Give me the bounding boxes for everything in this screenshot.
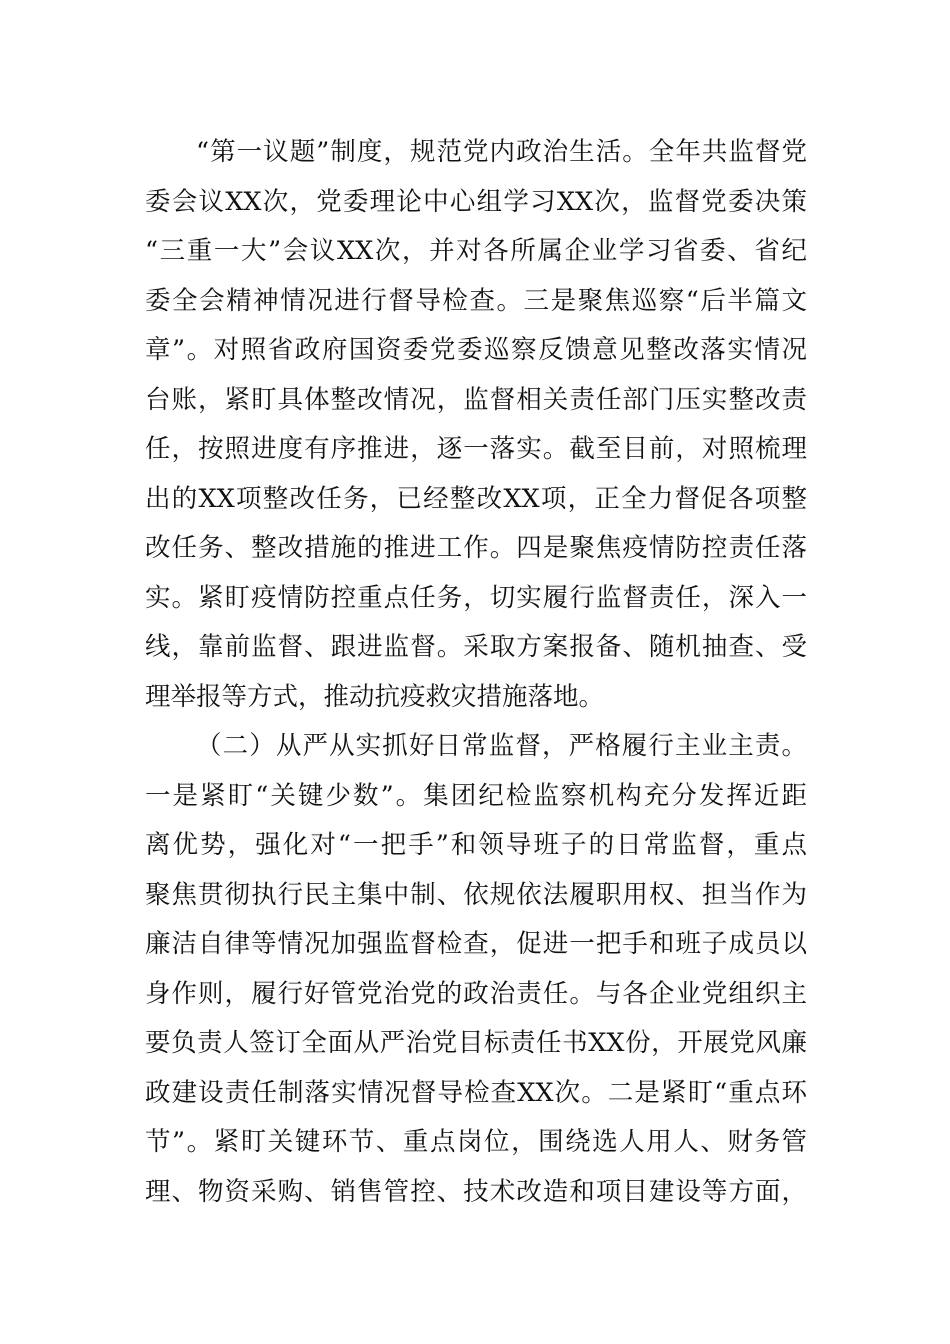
paragraph-line: “三重一大”会议XX次，并对各所属企业学习省委、省纪 <box>145 236 807 266</box>
paragraph-line: 章”。对照省政府国资委党委巡察反馈意见整改落实情况 <box>145 335 807 365</box>
paragraph-line: 政建设责任制落实情况督导检查XX次。二是紧盯“重点环 <box>145 1077 807 1108</box>
paragraph-line: 离优势，强化对“一把手”和领导班子的日常监督，重点 <box>145 830 807 860</box>
paragraph-1 <box>145 128 807 722</box>
paragraph-line: 廉洁自律等情况加强监督检查，促进一把手和班子成员以 <box>145 929 807 959</box>
paragraph-line: 委全会精神情况进行督导检查。三是聚焦巡察“后半篇文 <box>145 285 807 316</box>
paragraph-line: 线，靠前监督、跟进监督。采取方案报备、随机抽查、受 <box>145 632 807 662</box>
section-heading-line: （二）从严从实抓好日常监督，严格履行主业主责。 <box>196 731 807 761</box>
paragraph-line: 理举报等方式，推动抗疫救灾措施落地。 <box>145 681 605 712</box>
paragraph-line: 改任务、整改措施的推进工作。四是聚焦疫情防控责任落 <box>145 533 807 563</box>
paragraph-line: 台账，紧盯具体整改情况，监督相关责任部门压实整改责 <box>145 384 807 415</box>
paragraph-line: 身作则，履行好管党治党的政治责任。与各企业党组织主 <box>145 978 807 1009</box>
paragraph-line: 聚焦贯彻执行民主集中制、依规依法履职用权、担当作为 <box>145 879 807 910</box>
paragraph-line: 一是紧盯“关键少数”。集团纪检监察机构充分发挥近距 <box>145 780 807 811</box>
paragraph-line: 任，按照进度有序推进，逐一落实。截至目前，对照梳理 <box>145 434 807 464</box>
paragraph-line: “第一议题”制度，规范党内政治生活。全年共监督党 <box>196 137 807 167</box>
paragraph-line: 节”。紧盯关键环节、重点岗位，围绕选人用人、财务管 <box>145 1127 807 1157</box>
paragraph-line: 出的XX项整改任务，已经整改XX项，正全力督促各项整 <box>145 483 807 514</box>
paragraph-2 <box>145 722 807 1217</box>
paragraph-line: 实。紧盯疫情防控重点任务，切实履行监督责任，深入一 <box>145 582 807 613</box>
paragraph-line: 理、物资采购、销售管控、技术改造和项目建设等方面， <box>145 1176 807 1207</box>
paragraph-line: 要负责人签订全面从严治党目标责任书XX份，开展党风廉 <box>145 1028 807 1058</box>
paragraph-line: 委会议XX次，党委理论中心组学习XX次，监督党委决策 <box>145 186 807 217</box>
